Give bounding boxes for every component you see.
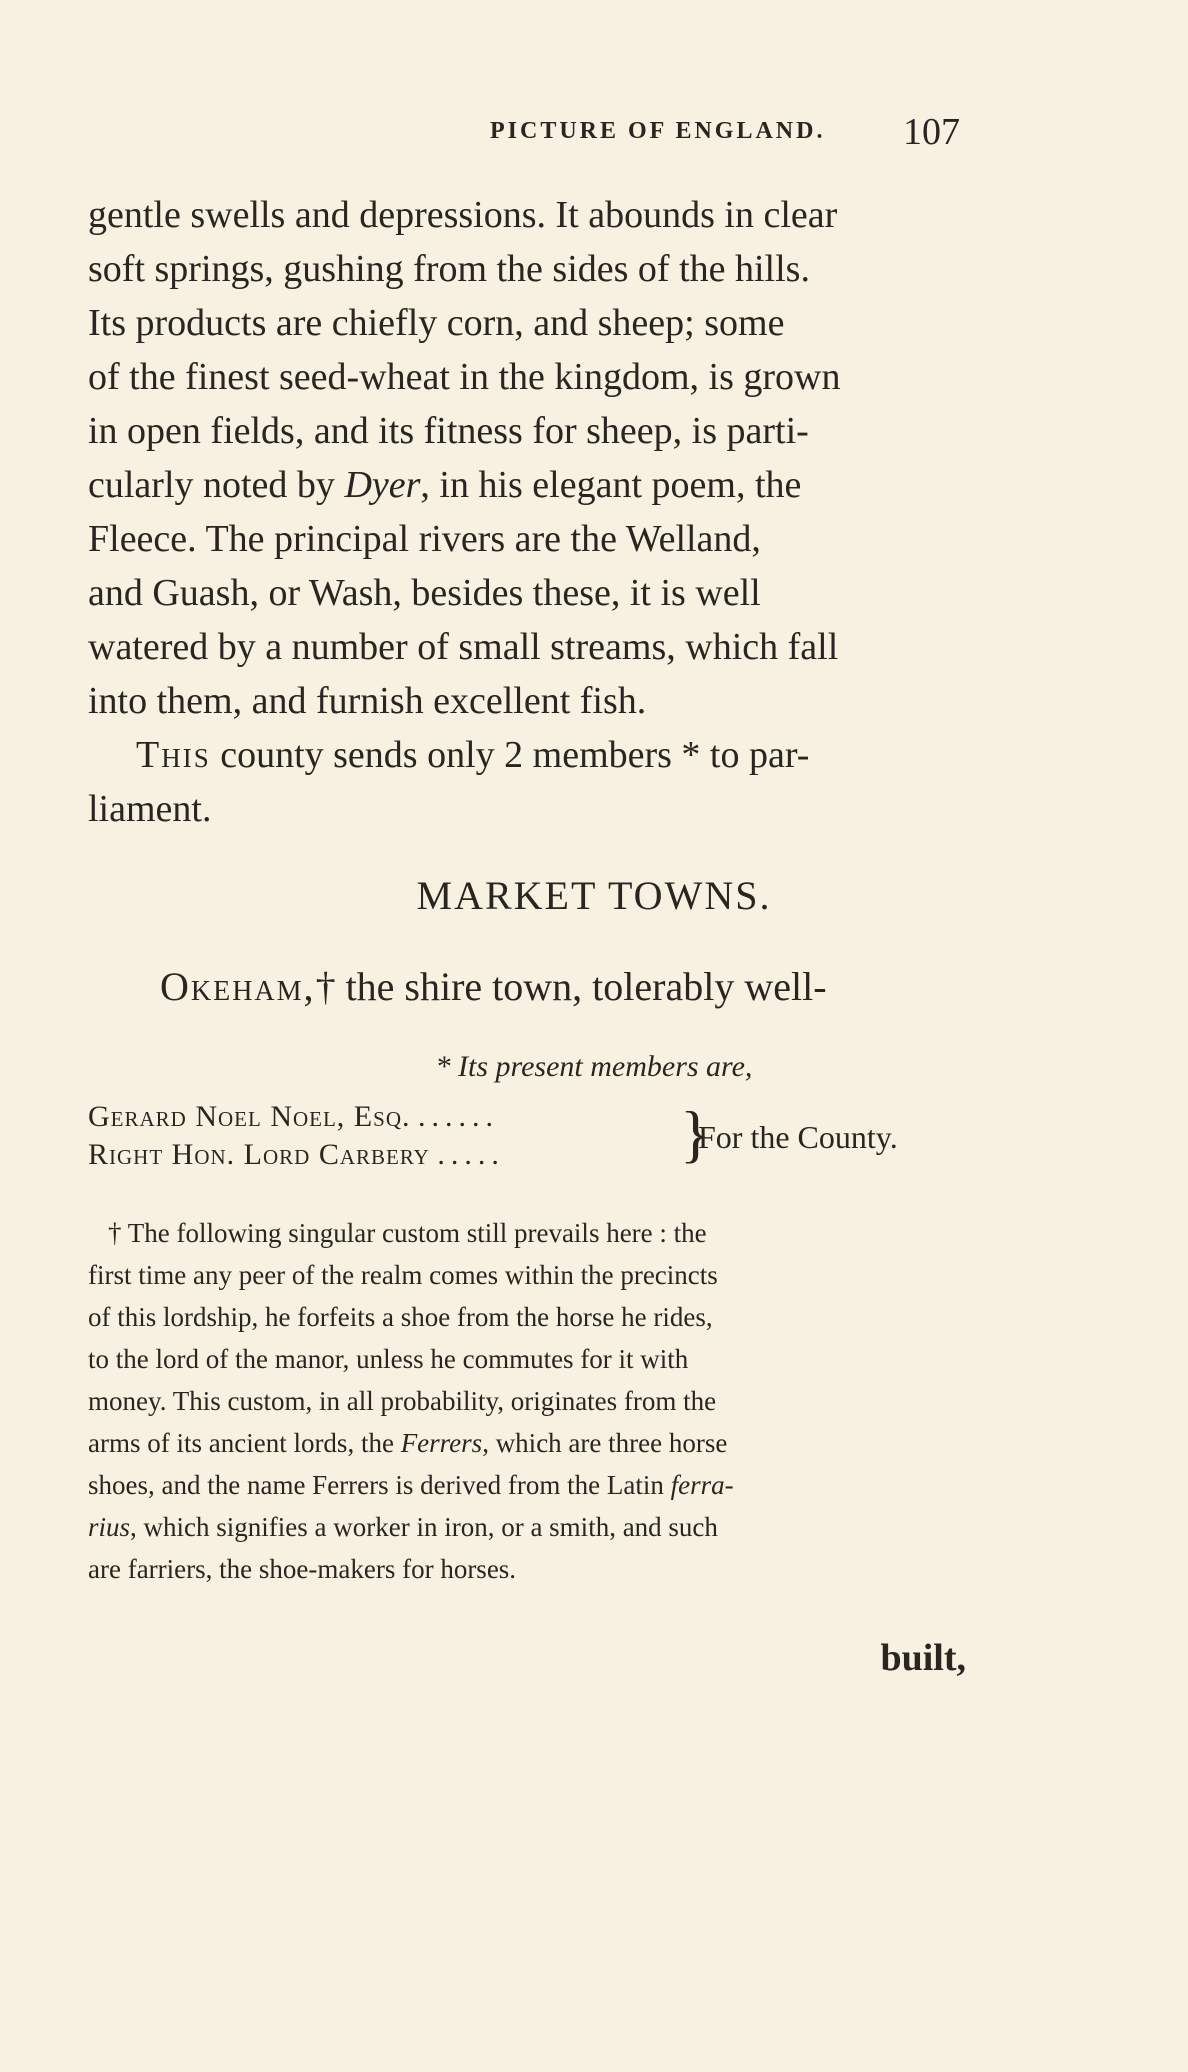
catchword: built, [880, 1637, 966, 1679]
footnote-line: † The following singular custom still prevails here : the [108, 1218, 707, 1248]
body-line: of the finest seed-wheat in the kingdom, is grown [88, 356, 841, 398]
member-name: Gerard Noel Noel, Esq. [88, 1100, 411, 1133]
footnote-line: to the lord of the manor, unless he commutes for it with [88, 1344, 689, 1374]
footnote-members-intro: * Its present members are, [435, 1050, 753, 1083]
okeham-line [160, 960, 968, 1014]
footnote-segment: , which signifies a worker in iron, or a smith, and such [130, 1512, 718, 1542]
body-text-segment: county sends only 2 members * to par- [210, 734, 810, 776]
footnote-custom [88, 1212, 968, 1590]
body-line: soft springs, gushing from the sides of the hills. [88, 248, 810, 290]
body-line: watered by a number of small streams, which fall [88, 626, 839, 668]
town-name: Okeham, [160, 964, 316, 1009]
body-text-segment: the shire town, tolerably well- [335, 964, 827, 1009]
body-text-segment: , in his elegant poem, the [420, 464, 802, 506]
footnote-line: money. This custom, in all probability, originates from the [88, 1386, 717, 1416]
running-title: PICTURE OF ENGLAND. [490, 118, 826, 144]
body-text-segment: cularly noted by [88, 464, 345, 506]
latin-word: ferra- [670, 1470, 734, 1500]
members-list [88, 1098, 988, 1174]
paragraph-lead: This [136, 734, 211, 776]
footnote-mark: † [315, 964, 336, 1009]
page-number: 107 [903, 111, 960, 153]
body-line: Its products are chiefly corn, and sheep; some [88, 302, 785, 344]
body-line: and Guash, or Wash, besides these, it is well [88, 572, 761, 614]
footnote-segment: shoes, and the name Ferrers is derived from the Latin [88, 1470, 671, 1500]
footnote-line [88, 1422, 968, 1464]
footnote-line: of this lordship, he forfeits a shoe from the horse he rides, [88, 1302, 713, 1332]
body-paragraph [88, 188, 968, 836]
family-name: Ferrers [400, 1428, 483, 1458]
footnote-segment: arms of its ancient lords, the [88, 1428, 401, 1458]
footnote-line [88, 1506, 968, 1548]
footnote-line [88, 1464, 968, 1506]
member-name: Right Hon. Lord Carbery [88, 1138, 430, 1171]
body-line: gentle swells and depressions. It abounds in clear [88, 194, 838, 236]
footnote-line: first time any peer of the realm comes within the precincts [88, 1260, 718, 1290]
body-line: Fleece. The principal rivers are the Welland, [88, 518, 761, 560]
body-line [88, 728, 968, 782]
section-heading: MARKET TOWNS. [416, 873, 772, 918]
body-line [88, 458, 968, 512]
footnote-line: are farriers, the shoe-makers for horses. [88, 1554, 517, 1584]
author-name: Dyer [344, 464, 421, 506]
brace-glyph: } [680, 1098, 711, 1169]
leader-dots: ...... [417, 1100, 499, 1133]
leader-dots: ..... [437, 1138, 505, 1171]
latin-word: rius [88, 1512, 131, 1542]
body-line: in open fields, and its fitness for sheep, is parti- [88, 410, 809, 452]
body-line: liament. [88, 788, 212, 830]
constituency-label: For the County. [698, 1119, 898, 1155]
running-head [90, 111, 960, 158]
footnote-segment: , which are three horse [482, 1428, 728, 1458]
body-line: into them, and furnish excellent fish. [88, 680, 647, 722]
